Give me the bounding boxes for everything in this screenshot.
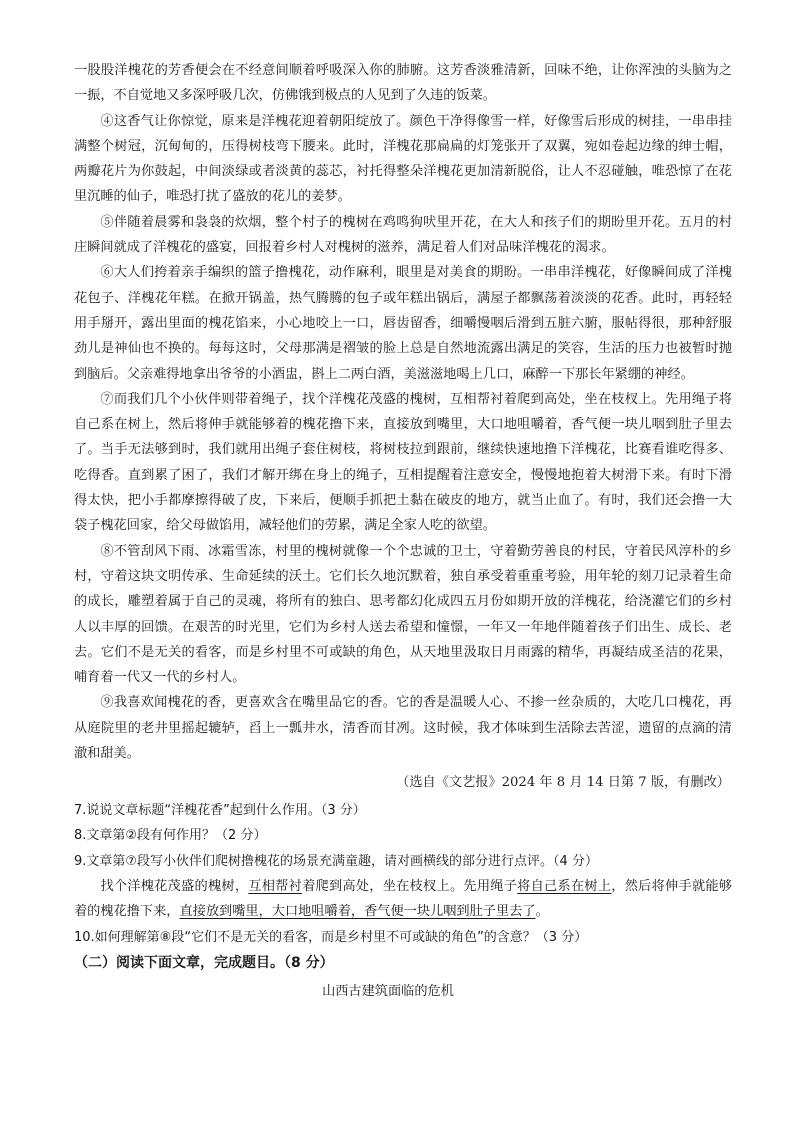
question-10: 10.如何理解第⑧段“它们不是无关的看客，而是乡村里不可或缺的角色”的含意？（3 分） (74, 929, 588, 945)
question-7: 7.说说文章标题“洋槐花香”起到什么作用。（3 分） (74, 802, 366, 818)
article-body (74, 58, 732, 796)
article-paragraph-7: ⑦而我们几个小伙伴则带着绳子，找个洋槐花茂盛的槐树，互相帮衬着爬到高处，坐在枝杈上。先用绳子将自己系在树上，然后将伸手就能够着的槐花撸下来，直接放到嘴里，大口地咀嚼着，香气便一块儿咽到肚子里去了。当手无法够到时，我们就用出绳子套住树枝，将树枝拉到跟前，继续快速地撸下洋槐花，比赛看谁吃得多、吃得香。直到累了困了，我们才解开绑在身上的绳子，互相提醒着注意安全，慢慢地抱着大树滑下来。有时下滑得太快，把小手都摩擦得破了皮，下来后，便顺手抓把土黏在破皮的地方，就当止血了。有时，我们还会撸一大袋子槐花回家，给父母做馅用，减轻他们的劳累，满足全家人吃的欲望。 (74, 391, 732, 534)
article-paragraph-6: ⑥大人们挎着亲手编织的篮子撸槐花，动作麻利，眼里是对美食的期盼。一串串洋槐花，好像瞬间成了洋槐花包子、洋槐花年糕。在掀开锅盖，热气腾腾的包子或年糕出锅后，满屋子都飘荡着淡淡的花香。此时，再轻轻用手掰开，露出里面的槐花馅来，小心地咬上一口，唇齿留香，细嚼慢咽后滑到五脏六腑，服帖得很，那种舒服劲儿是神仙也不换的。每每这时，父母那满是褶皱的脸上总是自然地流露出满足的笑容，生活的压力也被暂时抛到脑后。父亲难得地拿出爷爷的小酒盅，斟上二两白酒，美滋滋地喝上几口，麻醉一下那长年紧绷的神经。 (74, 265, 732, 382)
section-2-article-title: 山西古建筑面临的危机 (322, 984, 454, 1000)
question-9-excerpt (74, 874, 732, 925)
article-source: （选自《文艺报》2024 年 8 月 14 日第 7 版，有删改） (396, 775, 730, 791)
question-8: 8.文章第②段有何作用？（2 分） (74, 828, 267, 844)
article-paragraph-8: ⑧不管刮风下雨、冰霜雪冻，村里的槐树就像一个个忠诚的卫士，守着勤劳善良的村民，守着民风淳朴的乡村，守着这块文明传承、生命延续的沃土。它们长久地沉默着，独自承受着重重考验，用年轮的刻刀记录着生命的成长，雕塑着属于自己的灵魂，将所有的独白、思考都幻化成四五月份如期开放的洋槐花，给浇灌它们的乡村人以丰厚的回馈。在艰苦的时光里，它们为乡村人送去希望和憧憬，一年又一年地伴随着孩子们出生、成长、老去。它们不是无关的看客，而是乡村里不可或缺的角色，从天地里汲取日月雨露的精华，再凝结成圣洁的花果，哺育着一代又一代的乡村人。 (74, 543, 732, 686)
excerpt-text: ，然后将伸手就能够着的槐花撸下来， (74, 879, 733, 920)
excerpt-text: 找个洋槐花茂盛的槐树， (100, 879, 249, 895)
questions (74, 798, 732, 951)
excerpt-text: 。 (535, 904, 549, 920)
excerpt-underlined: 直接放到嘴里，大口地咀嚼着，香气便一块儿咽到肚子里去了 (179, 904, 536, 920)
excerpt-underlined: 将自己系在树上 (517, 879, 612, 895)
article-paragraph-5: ⑤伴随着晨雾和袅袅的炊烟，整个村子的槐树在鸡鸣狗吠里开花，在大人和孩子们的期盼里开花。五月的村庄瞬间就成了洋槐花的盛宴，回报着乡村人对槐树的滋养，满足着人们对品味洋槐花的渴求。 (74, 214, 732, 256)
article-paragraph-9: ⑨我喜欢闻槐花的香，更喜欢含在嘴里品它的香。它的香是温暖人心、不掺一丝杂质的，大吃几口槐花，再从庭院里的老井里摇起辘轳，舀上一瓢井水，清香而甘冽。这时候，我才体味到生活除去苦涩，遗留的点滴的清澈和甜美。 (74, 695, 732, 762)
section-2-heading: （二）阅读下面文章，完成题目。（8 分） (74, 955, 334, 972)
excerpt-underlined: 互相帮衬 (248, 879, 303, 895)
article-paragraph-4: ④这香气让你惊觉，原来是洋槐花迎着朝阳绽放了。颜色干净得像雪一样，好像雪后形成的树挂，一串串挂满整个树冠，沉甸甸的，压得树枝弯下腰来。此时，洋槐花那扁扁的灯笼张开了双翼，宛如卷起边缘的绅士帽，两瓣花片为你鼓起，中间淡绿或者淡黄的蕊芯，衬托得整朵洋槐花更加清新脱俗，让人不忍碰触，唯恐惊了在花里沉睡的仙子，唯恐打扰了盛放的花儿的姜梦。 (74, 113, 732, 205)
excerpt-text: 着爬到高处，坐在枝杈上。先用绳子 (302, 879, 518, 895)
question-9: 9.文章第⑦段写小伙伴们爬树撸槐花的场景充满童趣，请对画横线的部分进行点评。（4 分） (74, 853, 598, 869)
article-paragraph-continued: 一股股洋槐花的芳香便会在不经意间顺着呼吸深入你的肺腑。这芳香淡雅清新，回味不绝，让你浑浊的头脑为之一振，不自觉地又多深呼吸几次，仿佛饿到极点的人见到了久违的饭菜。 (74, 63, 732, 104)
